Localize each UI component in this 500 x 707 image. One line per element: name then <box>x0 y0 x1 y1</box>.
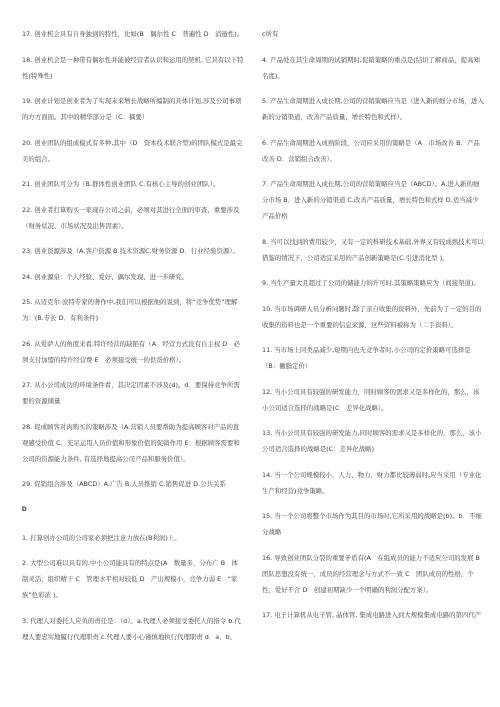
section-heading: D <box>22 505 27 513</box>
list-item: 29. 促销组合涉及（ABCD）A.广告 B.人员推销 C.销售促进 D.公共关系 <box>22 480 226 488</box>
list-item: 19. 创业计划是创业者为了实现未来增长战略所编制的具体计划,涉及公司事项的方方面面。其中的精华部分是（C：摘要） <box>22 97 242 121</box>
list-item: 9. 当生产量大且超过了公司的储能力的许可时,其策略策略应为（间接渠道)。 <box>262 279 480 287</box>
list-item: 16. 导致创业团队分裂的重要矛盾有(A 在组成员的能力不适应公司的发展 B 团队思想没有统一，成员的经营理念与方式不一致 C 团队成员的性格，个性、爱好不合 D 创建初期缺少一个明确的利润分配方案）。 <box>262 553 487 594</box>
list-item: 1. 打算创办公司的公司家必须把注意力放在(B利润)上。 <box>22 533 181 542</box>
list-item: 20. 创业团队的组成模式有多种,其中（D 资本技术联合型)的团队模式是最完美的组合。 <box>22 138 243 163</box>
list-item: 28. 促成顾客对肉购买的策略涉及（A.营销人员要帮助为提高顾客对产品的直观感受价值 C．充足运用人员价值和形象价值的促销作用 E：根据顾客需要和公司的资源能力条件, 有选择地提高公司产品和服务价值）。 <box>22 422 240 463</box>
list-item: 8. 当可以找到的费用较少，又有一定的科研技术基础,外界又有较成熟技术可以借鉴的情况下，公司适宜采用的产品创新策略是(C.引进消化型 )。 <box>262 237 484 262</box>
list-item: 24. 创业源泉：个人经验、爱好、偶尔发现、进一步研究。 <box>22 272 189 281</box>
list-item: 4. 产品处在其生命周期的试销期时,促销策略的重点是(结识了解商品，提高知名度)。 <box>262 55 480 80</box>
list-item: 15. 当一个公司将整个市场作为其目的市场时,它所采用的战略是(b)。b．不细分战略 <box>262 512 482 536</box>
list-item: 12. 当小公司具有较强的研发能力，同时顾客的需求又是多样化的，那么，该小公司适合选择的战略是(C 差异化战略）。 <box>262 387 480 412</box>
right-column <box>262 26 487 623</box>
list-item: 14. 当一个公司规模较小，人力、物力、财力都比较薄弱时,应当采用（专业化生产和经营)竞争策略。 <box>262 470 482 495</box>
list-item: 5. 产品生命周期进入成长期,公司的营销策略应当是（进入新的细分市场，进入新的分销渠道，改善产品质量，增长特色和式样）。 <box>262 97 484 121</box>
list-item: 10. 当市场调研人员分析问题时,除了亲自收集的资料外，先前为了一定的目的收集的资料也是一个重要的信息来源，这些资料被称为（二手资料）。 <box>262 304 482 329</box>
list-item: 3. 代理人对委托人应负的责任是：（d）。a.代理人必须接受委托人的指令 b.代理人要忠实地履行代理职责 c.代理人要小心谨慎地执行代理职责 d．a、b、 <box>22 616 241 641</box>
list-item: 26. 从爱萨人的角度来看,特许经营的缺陷有（A 经营方式没有自主权 D 必须支付加盟的特许经营费 E 必须接受统一的供货价格）。 <box>22 339 241 364</box>
list-item: 25. 从迈克尔·波特专家的著作中,我们可以根据他的说到，将“竞争优势”理解为：(B.专长 D．有利条件) <box>22 298 238 322</box>
list-item: 18. 创业机会是一种带有偶尔性并能被经营者认识和运用的契机, 它具有以下特性(特殊性) <box>22 55 244 80</box>
list-item: 17. 电子计算机从电子管, 晶体管, 集成电路进入到大规模集成电路的第四代产 <box>262 611 482 619</box>
list-item: 22. 创业者打算购买一家现存公司之前，必须对其进行全面的审查，重要涉及（财务状况、市场状况及出售因素）。 <box>22 205 240 230</box>
list-item: 7. 产品生命周期进入成长期,公司的营销策略应当是（ABCD）。A.进入新的细分市场 B．进入新的分销渠道 C.改善产品质量，增长特色和式样 D.适当减少产品价格 <box>262 180 480 220</box>
list-item: 27. 从小公司成功的环境条件看，其决定因素不涉及(d)。d．要保持竞争所需要的资源储量 <box>22 381 240 405</box>
list-item: 11. 当市场上同类品减少,短期内也无竞争者时,小公司的定价策略可选择是（B：撇脂定价） <box>262 346 471 370</box>
list-item: 21. 创业团队可分为（B.群体性创业团队 C.有核心主导的创业团队）。 <box>22 180 220 188</box>
left-column <box>22 26 244 645</box>
list-item: 17. 创业机会具有自身独到的特性，比如(B 偶尔性 C 普遍性 D 消遁性)。 <box>22 30 244 38</box>
list-item: 23. 创业资源涉及（A.客户资源 B.技术资源C.财务资源 D．行业经验资源）。 <box>22 247 239 255</box>
list-item: 2. 大型公司难以具有的,中小公司能具有的特点是(A 数量多，分布广 B 体制灵活，组织精干 C 管理水平相对较低 D 产出规模小，竞争力弱 E “家族”色彩浓 )。 <box>22 559 238 599</box>
list-item: 13. 当小公司具有较强的研发能力,同时顾客的需求又是多样化的，那么，该小公司适合选择的战略是(C：差异化战略) <box>262 429 482 453</box>
list-item: c所有 <box>262 30 279 38</box>
list-item: 6. 产品生命周期进入成熟阶段，公司应采用的策略是（A 市场改善 B．产品改善 D．营销组合改善）。 <box>262 138 480 163</box>
